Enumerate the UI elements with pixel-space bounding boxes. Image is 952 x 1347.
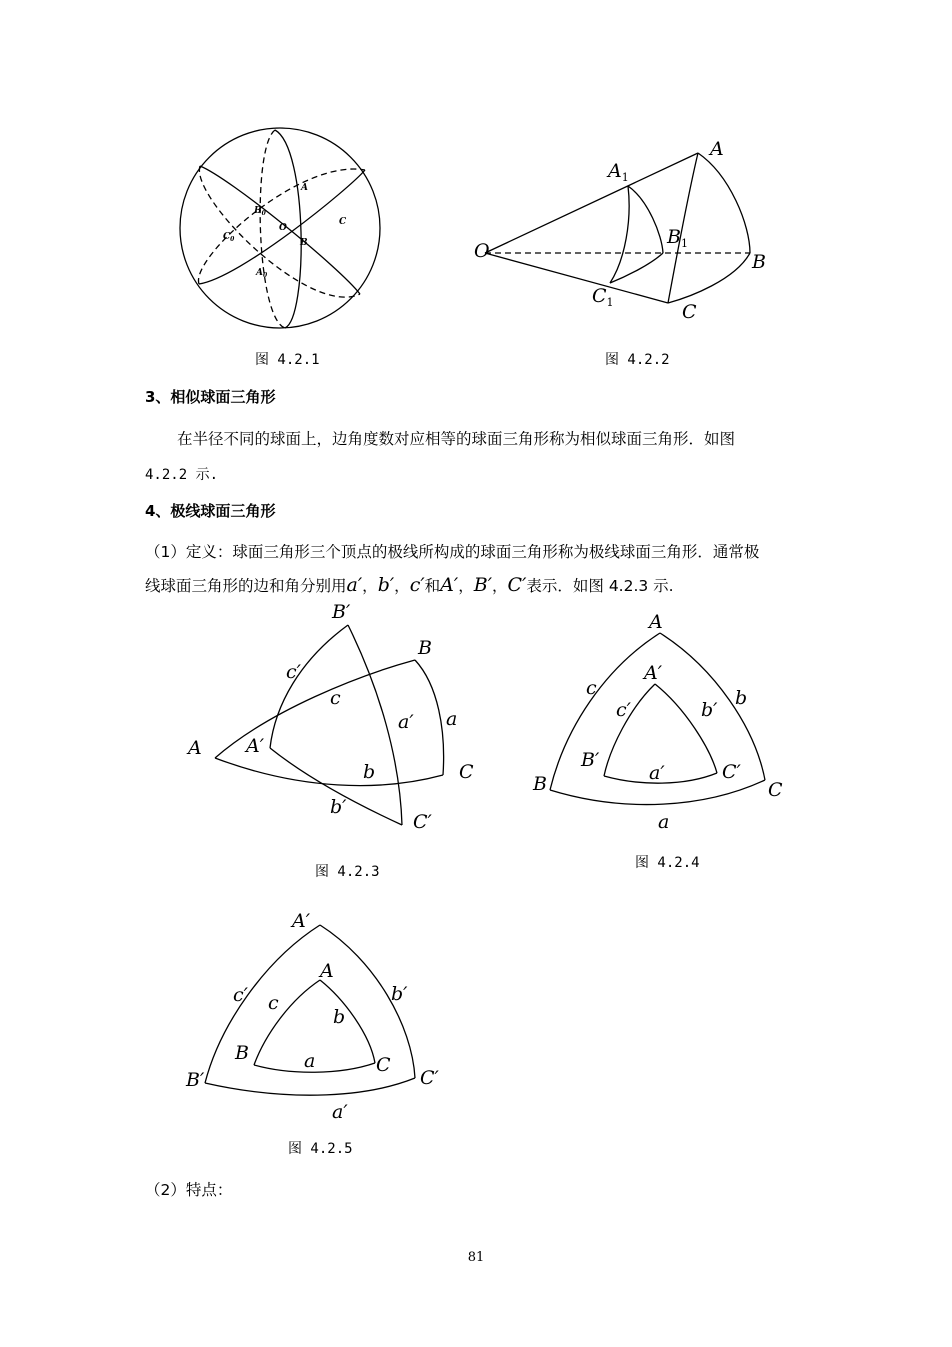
arc-b-AC [320,980,375,1063]
label-b: b [363,761,376,783]
label-a: a [658,811,670,833]
label-B0: $B_0$ [254,206,266,217]
figure-4-2-5 [180,905,460,1125]
caption-4-2-5: 图 4.2.5 [288,1141,353,1157]
arc-cp-ApBp [205,925,320,1083]
label-Cp: C′ [722,761,741,783]
label-C: C [682,301,697,323]
label-Ap: A′ [246,735,265,757]
label-B: B [533,773,547,795]
arc-bp-ApCp [655,684,717,773]
label-ap: a′ [332,1101,348,1123]
features-line: （2）特点： [145,1181,233,1199]
label-C: C [376,1054,391,1076]
inner-arc-A1C1 [610,186,629,283]
label-c: c [586,677,597,699]
label-A1: $A_1$ [608,160,629,184]
arc-b-AC [215,758,443,786]
label-ap: a′ [398,711,414,733]
section-4-heading: 4、极线球面三角形 [145,502,276,520]
label-A: A [301,183,308,193]
section-3-heading: 3、相似球面三角形 [145,388,276,406]
label-Bp: B′ [581,749,600,771]
label-C: C [339,217,347,227]
arc-cp-ApBp [604,684,655,776]
label-a: a [446,708,458,730]
label-cp: c′ [286,661,301,683]
label-Bp: B′ [332,601,351,623]
arc-ap-BpCp [348,625,402,825]
label-bp: b′ [391,983,408,1005]
label-a: a [304,1050,316,1072]
label-Cp: C′ [413,811,432,833]
label-C1: $C_1$ [592,285,614,309]
figure-4-2-3 [180,600,490,840]
label-A: A [188,737,202,759]
definition-line-1: （1）定义：球面三角形三个顶点的极线所构成的球面三角形称为极线球面三角形．通常极 [145,543,760,561]
caption-4-2-1: 图 4.2.1 [255,352,320,368]
outer-arc-AB [698,153,750,253]
label-bp: b′ [701,699,718,721]
ray-OC [485,253,668,303]
section-3-paragraph-line-2: 4.2.2 示. [145,467,219,483]
label-c: c [268,992,279,1014]
caption-4-2-4: 图 4.2.4 [635,855,700,871]
label-B1: $B_1$ [667,226,688,250]
caption-4-2-2: 图 4.2.2 [605,352,670,368]
label-Cp: C′ [420,1067,439,1089]
figure-4-2-1 [170,118,390,338]
label-O: O [474,240,490,262]
label-cp: c′ [616,699,631,721]
label-b: b [735,687,748,709]
arc-a-BC [415,660,444,775]
definition-line-2: 线球面三角形的边和角分别用a′，b′，c′和A′，B′，C′表示．如图 4.2.3 示. [145,574,674,596]
figure-4-2-4 [525,608,795,833]
label-bp: b′ [330,796,347,818]
label-c: c [330,687,341,709]
label-A: A [649,611,663,633]
label-Ap: A′ [644,662,663,684]
label-B: B [300,238,308,248]
label-B: B [752,251,766,273]
label-A: A [710,138,724,160]
figure-4-2-2 [470,135,780,325]
label-O: O [279,223,287,233]
section-3-paragraph-line-1: 在半径不同的球面上，边角度数对应相等的球面三角形称为相似球面三角形．如图 [177,430,736,448]
label-cp: c′ [233,984,248,1006]
label-A: A [320,960,334,982]
inner-arc-A1B1 [628,186,663,253]
outer-arc-BC [668,253,750,303]
label-A0: $A_0$ [256,268,268,279]
label-b: b [333,1006,346,1028]
label-Bp: B′ [186,1069,205,1091]
label-B: B [235,1042,249,1064]
caption-4-2-3: 图 4.2.3 [315,864,380,880]
label-C0: $C_0$ [223,232,235,243]
label-ap: a′ [649,762,665,784]
page-number: 81 [467,1250,485,1265]
label-B: B [418,637,432,659]
arc-c-AB [215,660,415,758]
label-C: C [768,779,783,801]
arc-c-AB [550,633,660,790]
label-C: C [459,761,474,783]
label-Ap: A′ [292,910,311,932]
arc-ap-BpCp [205,1078,415,1095]
